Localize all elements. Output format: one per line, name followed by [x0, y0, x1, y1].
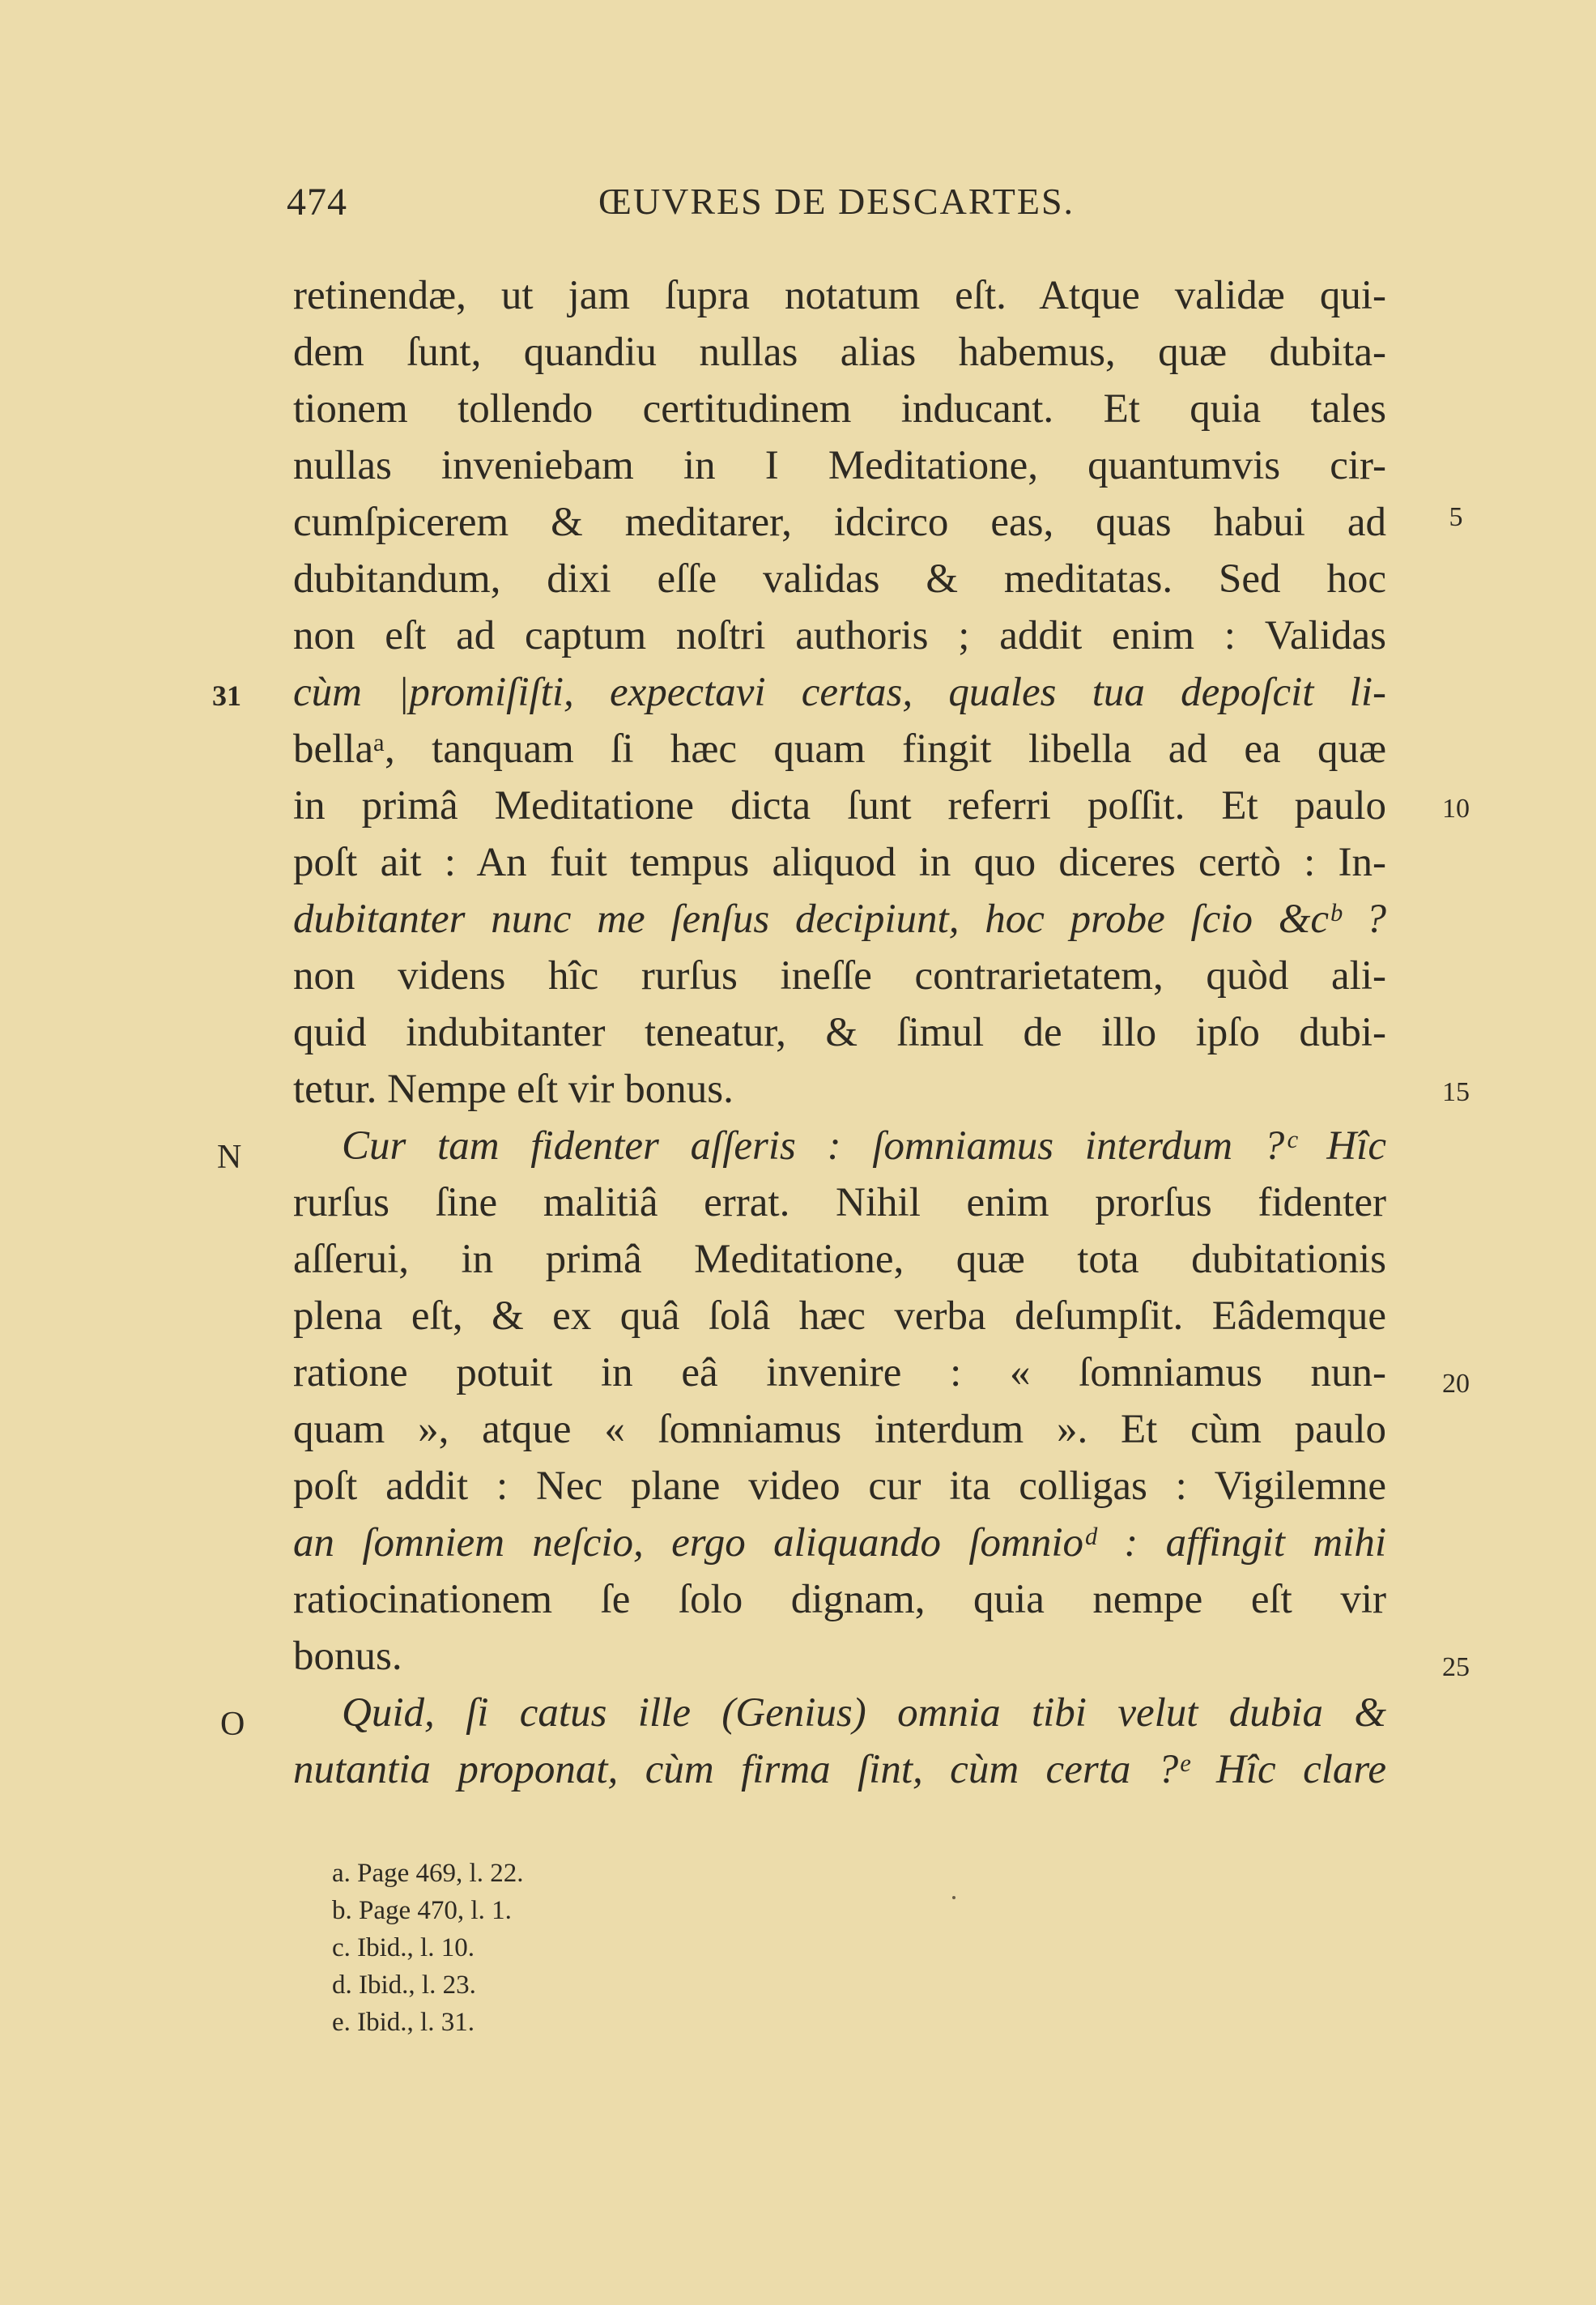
- line-number: 10: [1442, 794, 1470, 824]
- text-line: poſt ait : An fuit tempus aliquod in quo diceres certò : In-: [293, 840, 1386, 885]
- footnote: a. Page 469, l. 22.: [332, 1859, 524, 1888]
- text-line: ratiocinationem ſe ſolo dignam, quia nempe eſt vir: [293, 1577, 1386, 1622]
- text-line: tetur. Nempe eſt vir bonus.: [293, 1067, 734, 1112]
- text-line: Cur tam fidenter aſſeris : ſomniamus interdum ?ᶜ Hîc: [342, 1123, 1386, 1169]
- text-line: non eſt ad captum noſtri authoris ; addit enim : Validas: [293, 613, 1386, 658]
- line-number: 25: [1442, 1652, 1470, 1682]
- text-line: dubitandum, dixi eſſe validas & meditatas. Sed hoc: [293, 556, 1386, 602]
- text-line: aſſerui, in primâ Meditatione, quæ tota dubitationis: [293, 1237, 1386, 1282]
- text-line: plena eſt, & ex quâ ſolâ hæc verba deſumpſit. Eâdemque: [293, 1293, 1386, 1339]
- text-line: cumſpicerem & meditarer, idcirco eas, quas habui ad: [293, 500, 1386, 545]
- footnote: d. Ibid., l. 23.: [332, 1971, 476, 2000]
- margin-section-letter: N: [217, 1139, 242, 1176]
- running-header: [287, 180, 1396, 236]
- text-line: tionem tollendo certitudinem inducant. Et quia tales: [293, 386, 1386, 432]
- line-number: 15: [1442, 1077, 1470, 1107]
- text-line: bellaᵃ, tanquam ſi hæc quam fingit libella ad ea quæ: [293, 726, 1386, 772]
- text-line: ratione potuit in eâ invenire : « ſomniamus nun-: [293, 1350, 1386, 1395]
- footnote: e. Ibid., l. 31.: [332, 2008, 475, 2037]
- text-line: quid indubitanter teneatur, & ſimul de illo ipſo dubi-: [293, 1010, 1386, 1055]
- text-line: Quid, ſi catus ille (Genius) omnia tibi velut dubia &: [342, 1690, 1386, 1736]
- text-line: non videns hîc rurſus ineſſe contrarietatem, quòd ali-: [293, 953, 1386, 999]
- text-line: in primâ Meditatione dicta ſunt referri poſſit. Et paulo: [293, 783, 1386, 829]
- text-line: an ſomniem neſcio, ergo aliquando ſomnioᵈ : affingit mihi: [293, 1520, 1386, 1566]
- text-line: retinendæ, ut jam ſupra notatum eſt. Atque validæ qui-: [293, 273, 1386, 318]
- line-number: 20: [1442, 1369, 1470, 1399]
- text-line: nutantia proponat, cùm firma ſint, cùm certa ?ᵉ Hîc clare: [293, 1747, 1386, 1792]
- text-line: poſt addit : Nec plane video cur ita colligas : Vigilemne: [293, 1464, 1386, 1509]
- text-line: quam », atque « ſomniamus interdum ». Et cùm paulo: [293, 1407, 1386, 1452]
- text-line: nullas inveniebam in I Meditatione, quantumvis cir-: [293, 443, 1386, 488]
- footnote: b. Page 470, l. 1.: [332, 1896, 512, 1925]
- text-line: bonus.: [293, 1634, 402, 1679]
- running-title: ŒUVRES DE DESCARTES.: [598, 181, 1075, 222]
- text-line: dubitanter nunc me ſenſus decipiunt, hoc probe ſcio &cᵇ ?: [293, 897, 1386, 942]
- margin-section-letter: O: [220, 1706, 245, 1743]
- paper-speck: [952, 1896, 955, 1899]
- margin-page-ref: 31: [212, 680, 241, 712]
- text-line: rurſus ſine malitiâ errat. Nihil enim prorſus fidenter: [293, 1180, 1386, 1225]
- footnote: c. Ibid., l. 10.: [332, 1933, 475, 1962]
- page-number: 474: [287, 181, 347, 224]
- line-number: 5: [1449, 502, 1463, 532]
- text-line: cùm |promiſiſti, expectavi certas, quales tua depoſcit li-: [293, 670, 1386, 715]
- text-line: dem ſunt, quandiu nullas alias habemus, quæ dubita-: [293, 330, 1386, 375]
